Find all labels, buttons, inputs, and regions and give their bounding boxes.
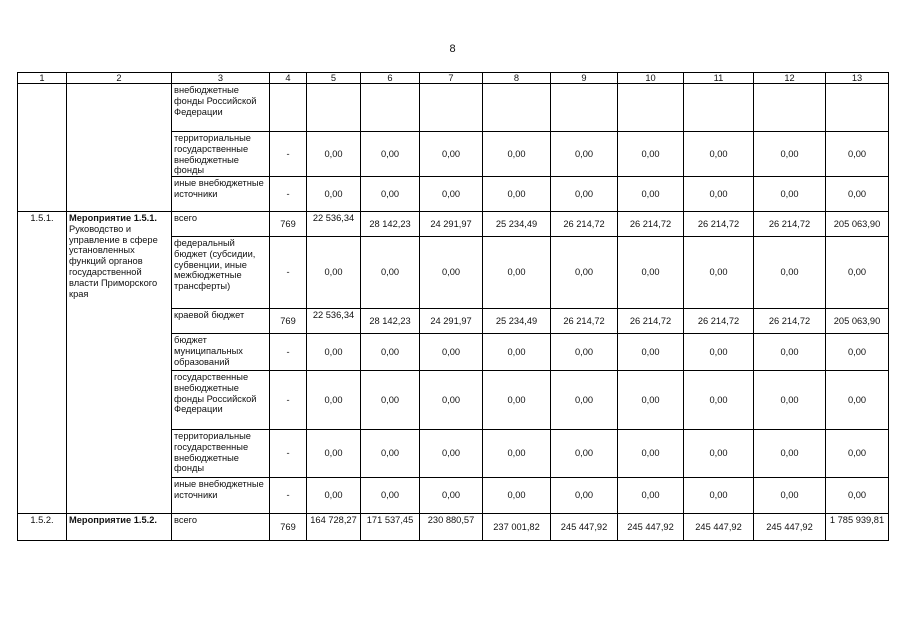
value-cell: 0,00 (826, 430, 889, 478)
value-cell: 0,00 (420, 132, 483, 177)
funding-source-cell: территориальные государственные внебюджетные фонды (172, 132, 270, 177)
value-cell: - (270, 478, 307, 514)
value-cell: 22 536,34 (307, 309, 361, 334)
value-cell: 230 880,57 (420, 514, 483, 541)
table-row (18, 212, 889, 237)
value-cell: 0,00 (551, 371, 618, 430)
value-cell: 0,00 (361, 334, 420, 371)
column-header: 11 (684, 73, 754, 84)
value-cell: 1 785 939,81 (826, 514, 889, 541)
column-header-row (18, 73, 889, 84)
value-cell: 0,00 (361, 478, 420, 514)
value-cell: 0,00 (618, 478, 684, 514)
column-header: 13 (826, 73, 889, 84)
value-cell: 0,00 (684, 132, 754, 177)
value-cell: 0,00 (551, 177, 618, 212)
value-cell: 0,00 (754, 334, 826, 371)
value-cell: 26 214,72 (618, 309, 684, 334)
value-cell: 237 001,82 (483, 514, 551, 541)
value-cell: 0,00 (684, 430, 754, 478)
value-cell: 0,00 (754, 371, 826, 430)
value-cell: - (270, 132, 307, 177)
value-cell: 26 214,72 (684, 212, 754, 237)
code-cell: 1.5.1. (18, 212, 67, 514)
value-cell: 26 214,72 (618, 212, 684, 237)
column-header: 7 (420, 73, 483, 84)
value-cell: 205 063,90 (826, 212, 889, 237)
value-cell (551, 84, 618, 132)
value-cell: 0,00 (684, 237, 754, 309)
column-header: 3 (172, 73, 270, 84)
column-header: 5 (307, 73, 361, 84)
value-cell: 769 (270, 309, 307, 334)
value-cell (684, 84, 754, 132)
value-cell: 0,00 (551, 132, 618, 177)
value-cell: - (270, 177, 307, 212)
value-cell: 0,00 (420, 371, 483, 430)
value-cell: 0,00 (420, 334, 483, 371)
value-cell: 28 142,23 (361, 212, 420, 237)
value-cell: 0,00 (307, 237, 361, 309)
value-cell: 0,00 (618, 371, 684, 430)
value-cell: 0,00 (483, 371, 551, 430)
value-cell: 769 (270, 212, 307, 237)
value-cell (361, 84, 420, 132)
value-cell: 0,00 (826, 371, 889, 430)
funding-source-cell: бюджет муниципальных образований (172, 334, 270, 371)
value-cell: 245 447,92 (618, 514, 684, 541)
value-cell: 0,00 (361, 371, 420, 430)
value-cell: 26 214,72 (754, 309, 826, 334)
funding-source-cell: всего (172, 212, 270, 237)
value-cell: 24 291,97 (420, 212, 483, 237)
value-cell: 0,00 (420, 430, 483, 478)
value-cell: 0,00 (826, 177, 889, 212)
value-cell: 26 214,72 (684, 309, 754, 334)
value-cell: 0,00 (684, 334, 754, 371)
value-cell: 26 214,72 (551, 309, 618, 334)
column-header: 2 (67, 73, 172, 84)
value-cell: 245 447,92 (551, 514, 618, 541)
value-cell: 0,00 (754, 132, 826, 177)
value-cell: 245 447,92 (684, 514, 754, 541)
value-cell: 0,00 (361, 430, 420, 478)
value-cell: 769 (270, 514, 307, 541)
value-cell: 0,00 (420, 478, 483, 514)
event-cell (67, 212, 172, 514)
value-cell: 0,00 (618, 334, 684, 371)
value-cell: 22 536,34 (307, 212, 361, 237)
value-cell: 0,00 (483, 334, 551, 371)
value-cell: 0,00 (483, 132, 551, 177)
value-cell: 24 291,97 (420, 309, 483, 334)
value-cell (618, 84, 684, 132)
event-description: Руководство и управление в сфере установленных функций органов государственной власти Приморского края (69, 223, 158, 299)
value-cell (270, 84, 307, 132)
value-cell: 0,00 (618, 237, 684, 309)
column-header: 4 (270, 73, 307, 84)
funding-source-cell: государственные внебюджетные фонды Российской Федерации (172, 371, 270, 430)
value-cell: 0,00 (307, 177, 361, 212)
value-cell: 0,00 (754, 237, 826, 309)
value-cell: 0,00 (307, 430, 361, 478)
funding-source-cell: краевой бюджет (172, 309, 270, 334)
event-cell (67, 84, 172, 212)
column-header: 6 (361, 73, 420, 84)
value-cell: 0,00 (826, 478, 889, 514)
value-cell: 171 537,45 (361, 514, 420, 541)
value-cell: 0,00 (420, 177, 483, 212)
funding-source-cell: иные внебюджетные источники (172, 177, 270, 212)
value-cell: - (270, 371, 307, 430)
value-cell: 0,00 (307, 371, 361, 430)
value-cell: - (270, 237, 307, 309)
value-cell: 0,00 (483, 430, 551, 478)
event-title: Мероприятие 1.5.2. (67, 514, 172, 541)
funding-source-cell: иные внебюджетные источники (172, 478, 270, 514)
value-cell (754, 84, 826, 132)
value-cell: 0,00 (754, 478, 826, 514)
value-cell (307, 84, 361, 132)
value-cell: 0,00 (361, 177, 420, 212)
column-header: 8 (483, 73, 551, 84)
page-number: 8 (449, 43, 456, 55)
column-header: 12 (754, 73, 826, 84)
value-cell: 0,00 (826, 132, 889, 177)
value-cell: 0,00 (483, 478, 551, 514)
value-cell: 0,00 (754, 177, 826, 212)
funding-source-cell: федеральный бюджет (субсидии, субвенции, иные межбюджетные трансферты) (172, 237, 270, 309)
funding-source-cell: территориальные государственные внебюджетные фонды (172, 430, 270, 478)
value-cell: 0,00 (551, 334, 618, 371)
value-cell: 0,00 (361, 237, 420, 309)
value-cell (420, 84, 483, 132)
value-cell: 0,00 (618, 132, 684, 177)
code-cell: 1.5.2. (18, 514, 67, 541)
value-cell: 205 063,90 (826, 309, 889, 334)
value-cell (483, 84, 551, 132)
value-cell: 0,00 (684, 177, 754, 212)
value-cell: 26 214,72 (754, 212, 826, 237)
value-cell: 0,00 (483, 177, 551, 212)
value-cell: 0,00 (754, 430, 826, 478)
value-cell: 0,00 (551, 478, 618, 514)
code-cell (18, 84, 67, 212)
budget-table (17, 72, 889, 541)
value-cell (826, 84, 889, 132)
value-cell: 0,00 (826, 334, 889, 371)
value-cell: 164 728,27 (307, 514, 361, 541)
value-cell: 0,00 (483, 237, 551, 309)
event-title: Мероприятие 1.5.1. (69, 213, 157, 224)
column-header: 10 (618, 73, 684, 84)
value-cell: 0,00 (307, 334, 361, 371)
value-cell: 0,00 (551, 430, 618, 478)
column-header: 1 (18, 73, 67, 84)
value-cell: 0,00 (307, 132, 361, 177)
value-cell: 0,00 (618, 430, 684, 478)
value-cell: - (270, 430, 307, 478)
value-cell: 0,00 (684, 371, 754, 430)
value-cell: 25 234,49 (483, 309, 551, 334)
funding-source-cell: всего (172, 514, 270, 541)
value-cell: 0,00 (420, 237, 483, 309)
table-row (18, 514, 889, 541)
column-header: 9 (551, 73, 618, 84)
table-row (18, 84, 889, 132)
value-cell: 28 142,23 (361, 309, 420, 334)
value-cell: 0,00 (361, 132, 420, 177)
value-cell: 0,00 (307, 478, 361, 514)
value-cell: 245 447,92 (754, 514, 826, 541)
funding-source-cell: внебюджетные фонды Российской Федерации (172, 84, 270, 132)
value-cell: 0,00 (826, 237, 889, 309)
value-cell: 0,00 (551, 237, 618, 309)
value-cell: 25 234,49 (483, 212, 551, 237)
value-cell: 26 214,72 (551, 212, 618, 237)
value-cell: 0,00 (618, 177, 684, 212)
value-cell: 0,00 (684, 478, 754, 514)
value-cell: - (270, 334, 307, 371)
